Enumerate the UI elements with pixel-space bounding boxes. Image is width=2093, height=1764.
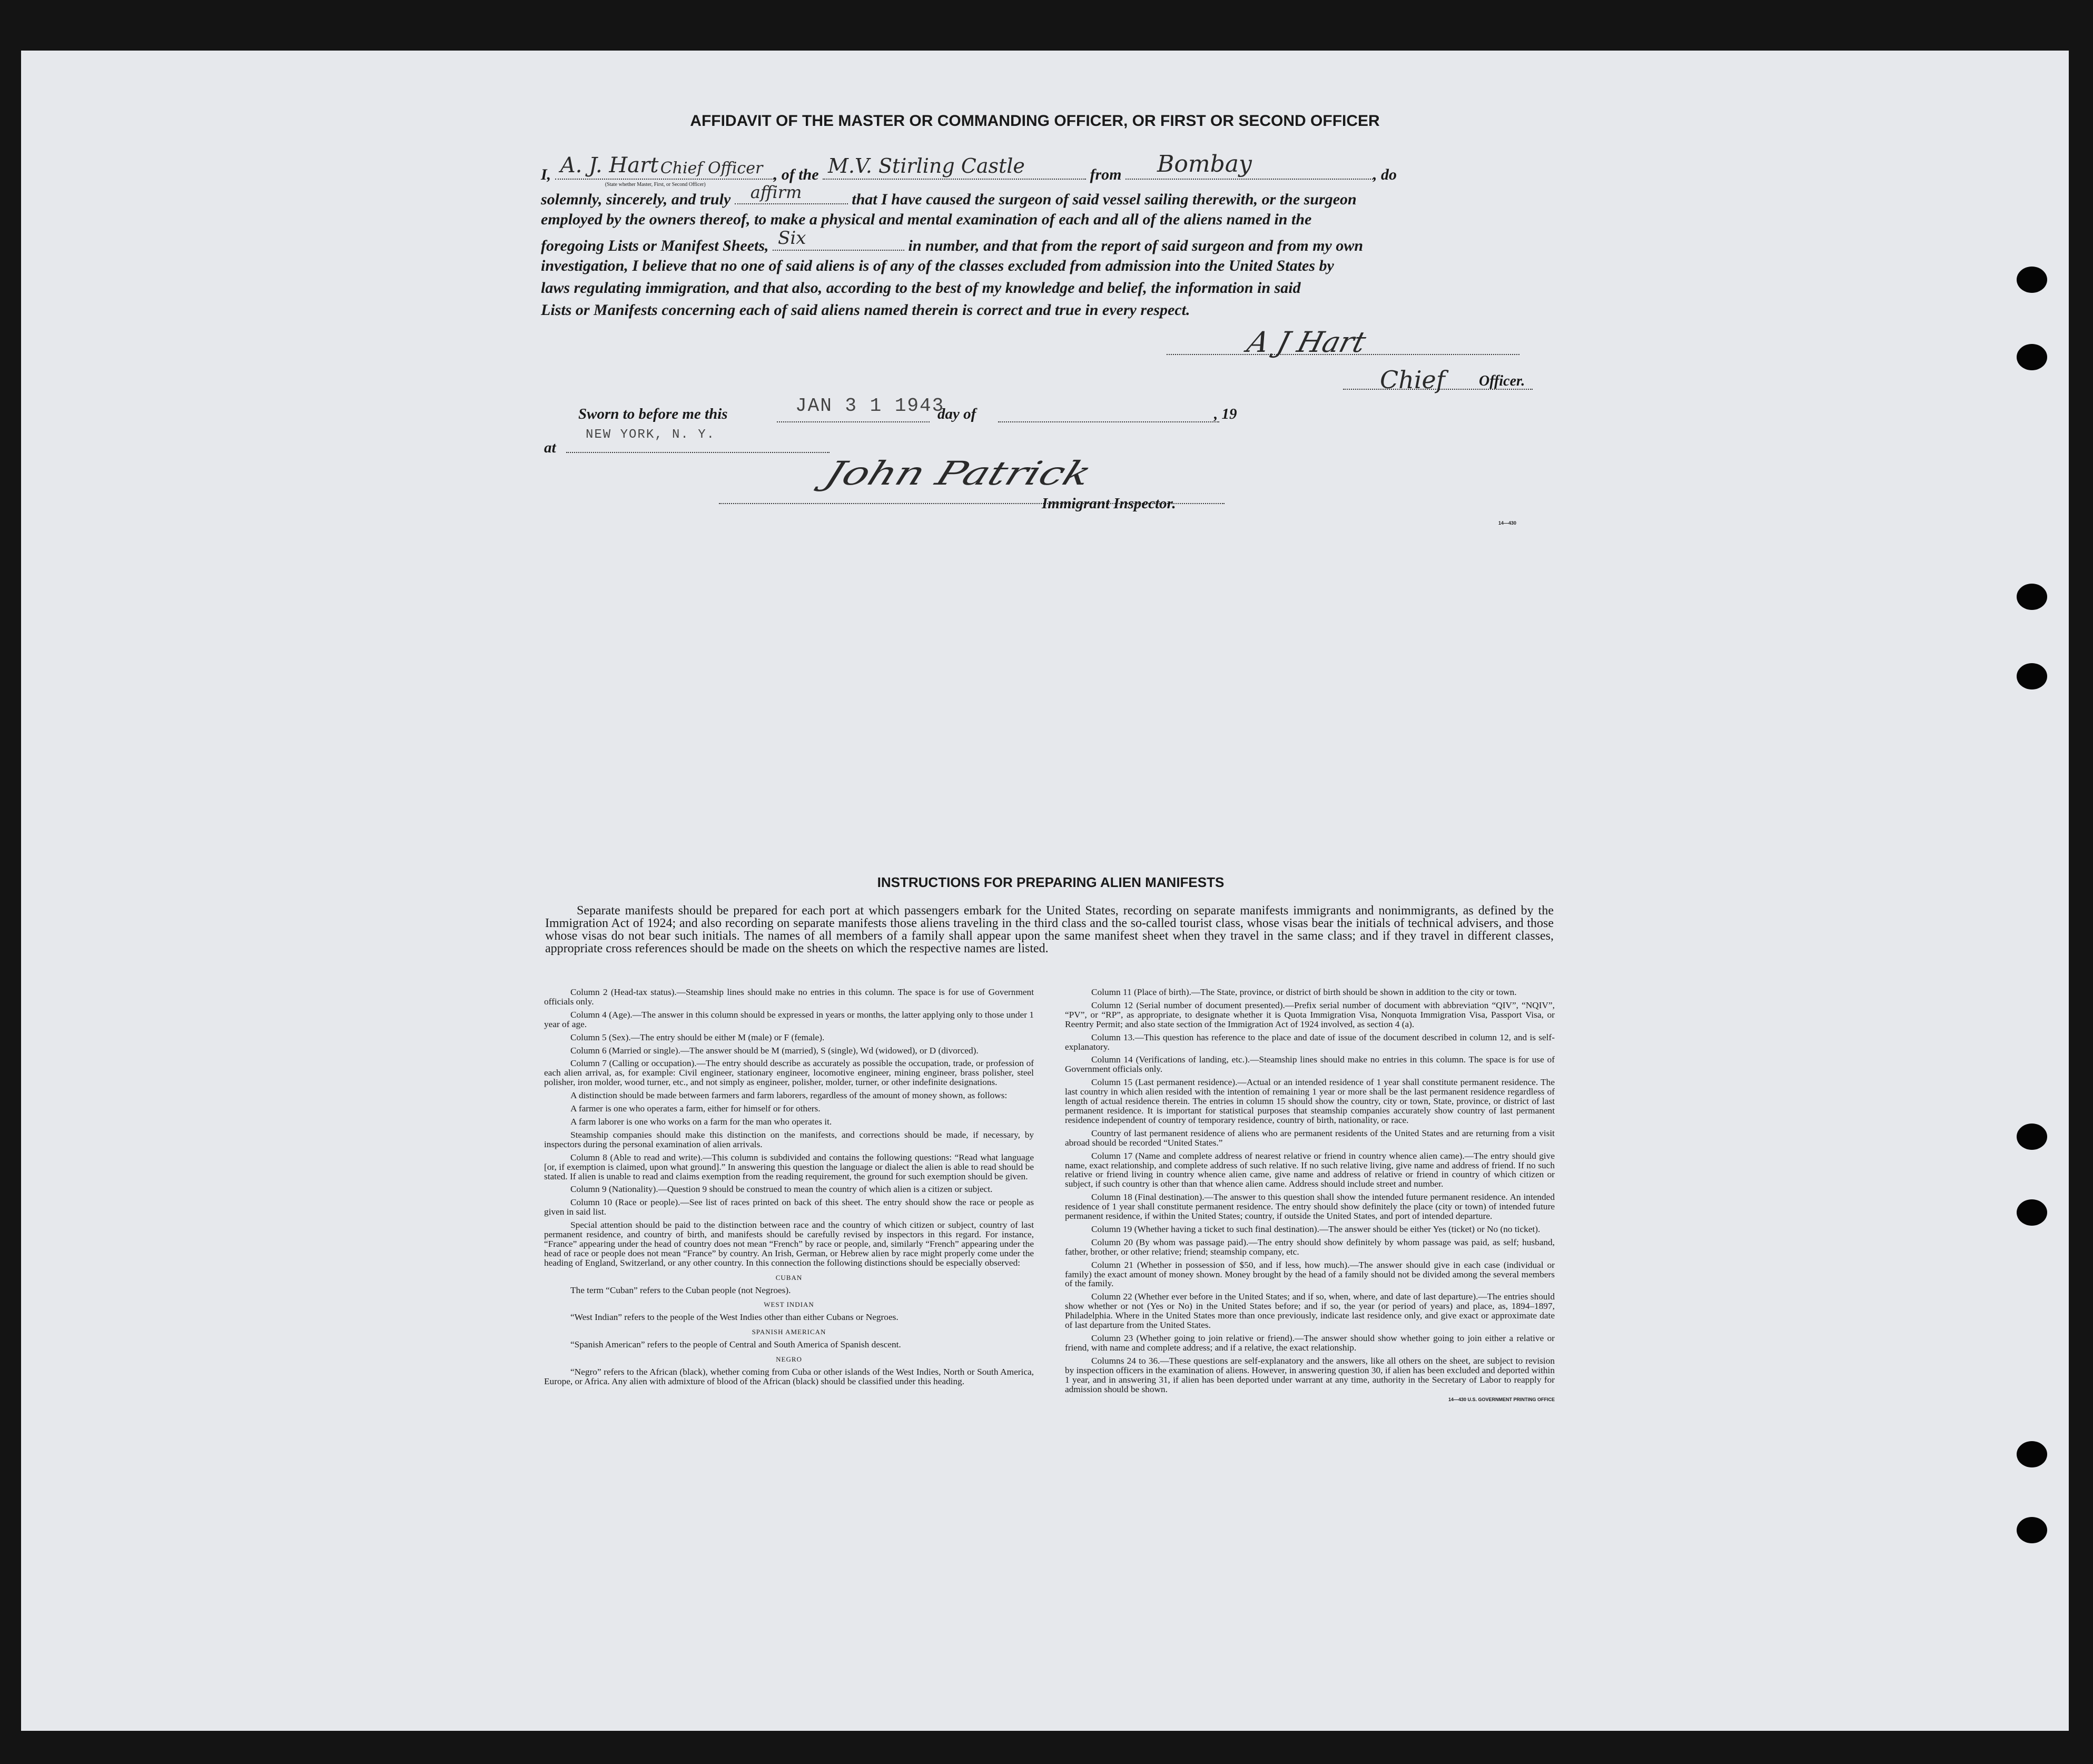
of-the-label: , of the xyxy=(773,166,819,183)
affidavit-line-1 xyxy=(541,151,1397,188)
punch-hole xyxy=(2017,267,2047,293)
punch-hole xyxy=(2017,1124,2047,1150)
affirm-field xyxy=(735,182,848,204)
punch-hole xyxy=(2017,344,2047,370)
affidavit-line-5: investigation, I believe that no one of said aliens is of any of the classes excluded from admission into the United States by xyxy=(541,257,1334,274)
instructions-left-column xyxy=(544,988,1034,1390)
instruction-paragraph: Column 17 (Name and complete address of nearest relative or friend in country whence alien came).—The entry should give name, exact relationship, and complete address of such relative. If no such relative living, give name and address of friend. If no such relative or friend living in country whence alien came, give name and address of relative or friend in country of which citizen or subject, if such country is other than that whence alien came. Address should include street and number. xyxy=(1065,1150,1555,1189)
pronoun-label: I, xyxy=(541,166,551,183)
day-of-label: day of xyxy=(937,406,976,422)
heading-spanish-american: SPANISH AMERICAN xyxy=(752,1328,826,1336)
punch-hole xyxy=(2017,584,2047,610)
instruction-paragraph: Column 14 (Verifications of landing, etc.).—Steamship lines should make no entries in this column. The space is for use of Government officials only. xyxy=(1065,1055,1555,1075)
instruction-paragraph: Column 10 (Race or people).—See list of races printed on back of this sheet. The entry should show the race or people as given in said list. xyxy=(544,1197,1034,1217)
affidavit-line-3: employed by the owners thereof, to make a physical and mental examination of each and all of the aliens named in the xyxy=(541,211,1312,228)
sheets-suffix-text: in number, and that from the report of said surgeon and from my own xyxy=(908,237,1364,254)
officer-name-field xyxy=(555,153,774,188)
instruction-paragraph: Column 23 (Whether going to join relative or friend).—The answer should show whether going to join either a relative or friend, with name and complete address; and if a relative, the exact relationship. xyxy=(1065,1333,1555,1353)
instruction-paragraph: “West Indian” refers to the people of the West Indies other than either Cubans or Negroes. xyxy=(570,1312,899,1323)
sheets-count-handwriting: Six xyxy=(778,228,806,249)
inspector-signature: John Patrick xyxy=(820,454,1097,492)
port-field xyxy=(1126,151,1373,180)
heading-negro: NEGRO xyxy=(776,1355,802,1364)
sworn-label: Sworn to before me this xyxy=(578,406,728,422)
month-line xyxy=(998,421,1219,422)
instruction-paragraph: Column 7 (Calling or occupation).—The entry should describe as accurately as possible the occupation, trade, or profession of each alien arrival, as, for example: Civil engineer, stationary engineer, locomotive engineer, mining engineer, brass polisher, steel polisher, iron molder, wood turner, etc., and not simply as engineer, polisher, molder, turner, or other indefinite designations. xyxy=(544,1058,1034,1088)
officer-signature: A J Hart xyxy=(1243,326,1370,359)
instruction-paragraph: Column 6 (Married or single).—The answer should be M (married), S (single), Wd (widowed), or D (divorced). xyxy=(570,1045,979,1056)
instruction-paragraph: Column 4 (Age).—The answer in this column should be expressed in years or months, the latter applying only to those under 1 year of age. xyxy=(544,1009,1034,1029)
officer-title-handwriting: Chief xyxy=(1380,366,1445,394)
affidavit-line-7: Lists or Manifests concerning each of said aliens named therein is correct and true in every respect. xyxy=(541,301,1190,319)
instruction-paragraph: Column 13.—This question has reference to the place and date of issue of the document described in column 12, and is self-explanatory. xyxy=(1065,1032,1555,1052)
at-label: at xyxy=(544,439,556,456)
officer-name-handwriting: A. J. Hart xyxy=(560,153,659,178)
instructions-right-column xyxy=(1065,988,1555,1405)
from-label: from xyxy=(1090,166,1122,183)
rank-caption: (State whether Master, First, or Second Officer) xyxy=(605,182,706,188)
instructions-intro: Separate manifests should be prepared for each port at which passengers embark for the United States, recording on separate manifests immigrants and nonimmigrants, as defined by the Immigration Act of 1924; and also recording on separate manifests those aliens traveling in the third class and the so-called tourist class, whose visas bear the initials of technical advisers, and those whose visas do not bear such initials. The names of all members of a family shall appear upon the same manifest sheet when they travel in the same class; and if they travel in different classes, appropriate cross references should be made on the sheets on which the respective names are listed. xyxy=(545,904,1554,955)
instruction-paragraph: Column 9 (Nationality).—Question 9 should be construed to mean the country of which alien is a citizen or subject. xyxy=(570,1184,993,1195)
officer-suffix: Officer. xyxy=(1479,373,1525,389)
instruction-paragraph: “Negro” refers to the African (black), whether coming from Cuba or other islands of the West Indies, North or South America, Europe, or Africa. Any alien with admixture of blood of the African (black) should be classified under this heading. xyxy=(544,1367,1034,1386)
instruction-paragraph: Steamship companies should make this distinction on the manifests, and corrections should be made, if necessary, by inspectors during the personal examination of alien arrivals. xyxy=(544,1129,1034,1149)
affirm-suffix-text: that I have caused the surgeon of said vessel sailing therewith, or the surgeon xyxy=(852,191,1357,208)
officer-rank-handwriting: Chief Officer xyxy=(660,159,763,178)
instruction-paragraph: Column 12 (Serial number of document presented).—Prefix serial number of document with abbreviation “QIV”, “NQIV”, “PV”, or “RP”, as appropriate, to designate whether it is Quota Immigration Visa, Nonquota Immigration Visa, Passport Visa, or Reentry Permit; and also state section of the Immigration Act of 1924 involved, as section 4 (a). xyxy=(1065,1000,1555,1029)
at-line xyxy=(566,452,830,453)
heading-cuban: CUBAN xyxy=(775,1273,803,1282)
instruction-paragraph: A distinction should be made between farmers and farm laborers, regardless of the amount of money shown, as follows: xyxy=(570,1090,1008,1101)
sheets-prefix-text: foregoing Lists or Manifest Sheets, xyxy=(541,237,769,254)
instruction-paragraph: Column 21 (Whether in possession of $50, and if less, how much).—The answer should give in each case (individual or family) the exact amount of money shown. Money brought by the head of a family should not be divided among the several members of the family. xyxy=(1065,1259,1555,1289)
instruction-paragraph: Special attention should be paid to the distinction between race and the country of which citizen or subject, country of last permanent residence, and country of birth, and manifests should be carefully revised by inspectors in this regard. For instance, “France” appearing under the head of country does not mean “French” by race or people, and, similarly “French” appearing under the head of race or people does not mean “France” by country. An Irish, German, or Hebrew alien by race might properly come under the heading of England, Switzerland, or any other country. In this connection the following distinctions should be especially observed: xyxy=(544,1220,1034,1268)
instruction-paragraph: A farmer is one who operates a farm, either for himself or for others. xyxy=(570,1103,821,1114)
instruction-paragraph: A farm laborer is one who works on a farm for the man who operates it. xyxy=(570,1116,832,1127)
instruction-paragraph: Column 15 (Last permanent residence).—Actual or an intended residence of 1 year shall constitute permanent residence. The last country in which alien resided with the intention of remaining 1 year or more shall be the last permanent residence regardless of length of actual residence therein. The entries in column 15 should show the country, city or town, State, province, or district of last permanent residence. It is important for statistical purposes that steamship companies accurately show country of last permanent residence independent of country of temporary residence, country of birth, nationality, or race. xyxy=(1065,1077,1555,1125)
instruction-paragraph: “Spanish American” refers to the people of Central and South America of Spanish descent. xyxy=(570,1339,901,1350)
instruction-paragraph: Column 2 (Head-tax status).—Steamship lines should make no entries in this column. The space is for use of Government officials only. xyxy=(544,987,1034,1007)
instruction-paragraph: Column 20 (By whom was passage paid).—The entry should show definitely by whom passage was paid, as self; husband, father, brother, or other relative; friend; steamship company, etc. xyxy=(1065,1237,1555,1257)
sworn-date-line xyxy=(777,421,930,422)
instruction-paragraph: Column 22 (Whether ever before in the United States; and if so, when, where, and date of last departure).—The entries should show whether or not (Yes or No) in the United States before; and if so, the year (or period of years) and place, as, 1894–1897, Philadelphia. Where in the United States more than once previously, indicate last residence only, and give exact or approximate date of last departure from the United States. xyxy=(1065,1292,1555,1331)
punch-hole xyxy=(2017,1441,2047,1467)
instruction-paragraph: Column 18 (Final destination).—The answer to this question shall show the intended future permanent residence. An intended residence of 1 year shall constitute permanent residence. The entry should show definitely the place (city or town) of intended future permanent residence, if within the United States; country, if outside the United States, and port of intended departure. xyxy=(1065,1192,1555,1221)
affirm-handwriting: affirm xyxy=(750,182,802,202)
instruction-paragraph: Column 19 (Whether having a ticket to such final destination).—The answer should be either Yes (ticket) or No (no ticket). xyxy=(1091,1224,1541,1234)
year-prefix: , 19 xyxy=(1214,406,1237,422)
affirm-prefix-text: solemnly, sincerely, and truly xyxy=(541,191,731,208)
instruction-paragraph: Column 5 (Sex).—The entry should be either M (male) or F (female). xyxy=(570,1032,825,1042)
instruction-paragraph: The term “Cuban” refers to the Cuban people (not Negroes). xyxy=(570,1285,791,1295)
form-number: 14—430 xyxy=(1498,520,1517,526)
affidavit-line-4 xyxy=(541,228,1364,255)
punch-hole xyxy=(2017,1199,2047,1226)
affidavit-line-6: laws regulating immigration, and that also, according to the best of my knowledge and belief, the information in said xyxy=(541,279,1301,297)
do-label: , do xyxy=(1373,166,1397,183)
inspector-label: Immigrant Inspector. xyxy=(1042,495,1176,512)
instruction-paragraph: Columns 24 to 36.—These questions are self-explanatory and the answers, like all others on the sheet, are subject to revision by inspection officers in the examination of aliens. However, in answering question 30, if alien has been excluded and deported within 1 year, and in answering 31, if alien has been deported under warrant at any time, authority in the Secretary of Labor to reapply for admission should be shown. xyxy=(1065,1355,1555,1394)
affidavit-title: AFFIDAVIT OF THE MASTER OR COMMANDING OFFICER, OR FIRST OR SECOND OFFICER xyxy=(690,112,1380,130)
printer-footer: 14—430 U.S. GOVERNMENT PRINTING OFFICE xyxy=(1448,1397,1555,1403)
vessel-handwriting: M.V. Stirling Castle xyxy=(828,154,1025,178)
punch-hole xyxy=(2017,1517,2047,1543)
sworn-date-stamp: JAN 3 1 1943 xyxy=(795,395,945,417)
sheets-count-field xyxy=(773,228,904,251)
port-handwriting: Bombay xyxy=(1157,151,1252,178)
instruction-paragraph: Column 11 (Place of birth).—The State, province, or district of birth should be shown in addition to the city or town. xyxy=(1091,987,1517,997)
instructions-title: INSTRUCTIONS FOR PREPARING ALIEN MANIFESTS xyxy=(877,874,1225,890)
instruction-paragraph: Country of last permanent residence of aliens who are permanent residents of the United States and are returning from a visit abroad should be recorded “United States.” xyxy=(1065,1128,1555,1148)
vessel-field xyxy=(823,154,1086,180)
at-stamp: NEW YORK, N. Y. xyxy=(586,428,716,442)
punch-hole xyxy=(2017,663,2047,689)
heading-west-indian: WEST INDIAN xyxy=(764,1300,814,1309)
instruction-paragraph: Column 8 (Able to read and write).—This column is subdivided and contains the following questions: “Read what language [or, if exemption is claimed, upon what ground].” In answering this question the language or dialect the alien is able to read should be stated. If alien is unable to read and claims exemption from the reading requirement, the ground for such exemption should be given. xyxy=(544,1152,1034,1181)
